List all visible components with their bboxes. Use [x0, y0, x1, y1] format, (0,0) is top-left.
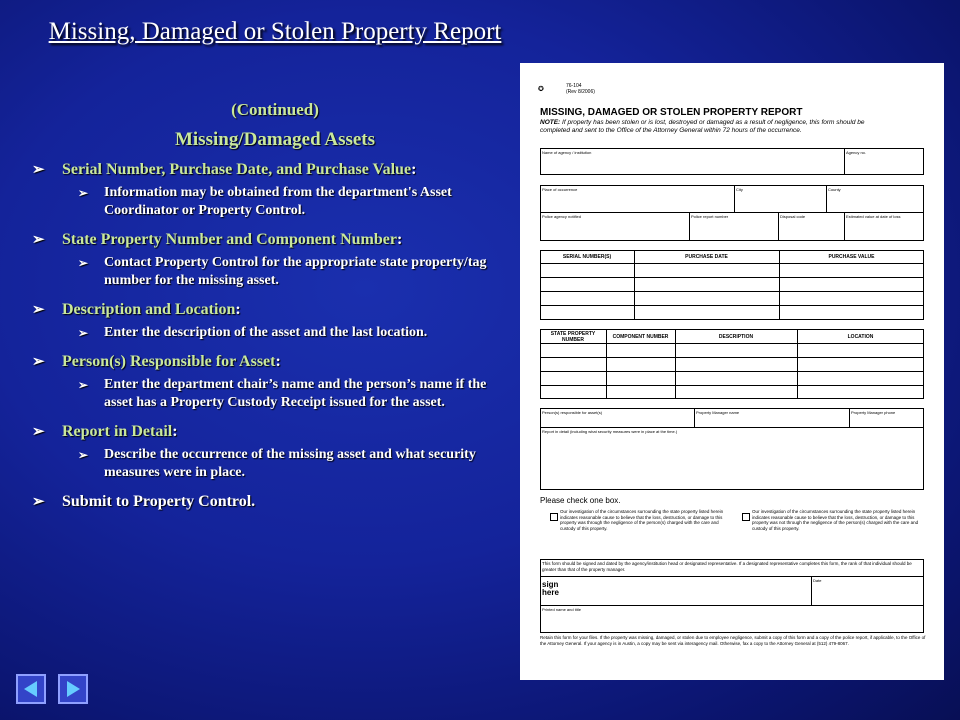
- continued-label: (Continued): [231, 100, 319, 119]
- serial-number-header: SERIAL NUMBER(S): [562, 254, 612, 260]
- responsible-box: [540, 408, 924, 490]
- form-title: MISSING, DAMAGED OR STOLEN PROPERTY REPORT: [540, 107, 803, 118]
- printed-name-label: Printed name and title: [542, 607, 581, 612]
- place-label: Place of occurrence: [542, 187, 578, 192]
- form-note: NOTE: If property has been stolen or is lost, destroyed or damaged as a result of negligence, this form should be completed and sent to the Office of the Attorney General within 72 hours of the occurrence.: [540, 119, 865, 134]
- persons-responsible-label: Person(s) responsible for asset(s): [542, 410, 603, 415]
- check-title: Please check one box.: [540, 496, 621, 505]
- description-header: DESCRIPTION: [718, 334, 754, 340]
- location-header: LOCATION: [847, 334, 874, 340]
- sub-bullet-description-location: ➢ Enter the description of the asset and the last location.: [78, 325, 428, 340]
- bullet-report-in-detail: ➢ Report in Detail:: [32, 423, 178, 440]
- triangle-right-icon: [63, 679, 83, 699]
- arrow-bullet-icon: ➢: [32, 302, 45, 318]
- sub-bullet-report-in-detail: ➢ Describe the occurrence of the missing asset and what security measures were in place.: [78, 447, 476, 480]
- state-property-number-header: STATE PROPERTY NUMBER: [550, 331, 596, 343]
- component-number-header: COMPONENT NUMBER: [612, 334, 669, 340]
- texas-seal-icon: ✪: [538, 86, 544, 93]
- sub-bullet-persons-responsible: ➢ Enter the department chair’s name and the person’s name if the asset has a Property Custody Receipt issued for the asset.: [78, 377, 487, 410]
- sub-bullet-state-property-number: ➢ Contact Property Control for the appropriate state property/tag number for the missing asset.: [78, 255, 487, 288]
- police-agency-label: Police agency notified: [542, 214, 581, 219]
- purchase-date-header: PURCHASE DATE: [685, 254, 728, 260]
- estimated-value-label: Estimated value at date of loss: [846, 214, 901, 219]
- manager-phone-label: Property Manager phone: [851, 410, 896, 415]
- bullet-list: [26, 160, 506, 516]
- checkbox-not-negligent-text: Our investigation of the circumstances surrounding the state property listed herein indicates reasonable cause to believe that the loss, destruction, or damage to this property was not through the negligence of the person(s) charged with the care and custody of this property.: [752, 509, 919, 531]
- bullet-submit: ➢ Submit to Property Control.: [32, 493, 256, 510]
- bullet-state-property-number: ➢ State Property Number and Component Number:: [32, 231, 403, 248]
- agency-no-label: Agency no.: [846, 150, 867, 155]
- form-image: [520, 63, 944, 680]
- purchase-value-header: PURCHASE VALUE: [828, 254, 875, 260]
- arrow-bullet-icon: ➢: [78, 378, 89, 392]
- arrow-bullet-icon: ➢: [32, 494, 45, 510]
- section-heading: Missing/Damaged Assets: [174, 129, 376, 150]
- checkbox-negligent[interactable]: [550, 513, 558, 521]
- previous-slide-button[interactable]: [16, 674, 46, 704]
- arrow-bullet-icon: ➢: [78, 326, 89, 340]
- agency-name-label: Name of agency / institution: [542, 150, 592, 155]
- triangle-left-icon: [21, 679, 41, 699]
- arrow-bullet-icon: ➢: [78, 186, 89, 200]
- disposal-code-label: Disposal code: [780, 214, 806, 219]
- form-number: 76-104 (Rev 8/2006): [566, 83, 595, 95]
- property-manager-label: Property Manager name: [696, 410, 740, 415]
- arrow-bullet-icon: ➢: [32, 424, 45, 440]
- bullet-persons-responsible: ➢ Person(s) Responsible for Asset:: [32, 353, 281, 370]
- arrow-bullet-icon: ➢: [78, 256, 89, 270]
- sign-here-icon: sign here: [542, 580, 559, 597]
- place-box: [540, 185, 924, 241]
- arrow-bullet-icon: ➢: [32, 162, 45, 178]
- date-label: Date: [813, 578, 822, 583]
- arrow-bullet-icon: ➢: [32, 354, 45, 370]
- police-report-label: Police report number: [691, 214, 729, 219]
- sub-bullet-serial-number: ➢ Information may be obtained from the department's Asset Coordinator or Property Control.: [78, 185, 452, 218]
- county-label: County: [828, 187, 841, 192]
- checkbox-negligent-text: Our investigation of the circumstances surrounding the state property listed herein indicates reasonable cause to believe that the loss, destruction, or damage to this property was through the negligence of the person(s) charged with the care and custody of this property.: [560, 509, 724, 531]
- serial-table: [540, 250, 924, 320]
- next-slide-button[interactable]: [58, 674, 88, 704]
- form-footer: Retain this form for your files. If the property was missing, damaged, or stolen due to employee negligence, submit a copy of this form and a copy of the police report, if applicable, to the Office of the Attorney General. If your agency is in Austin, a copy may be sent via interagency mail. Otherwise, fax a copy to the Attorney General at (512) 479-8067.: [540, 635, 926, 646]
- slide-title: Missing, Damaged or Stolen Property Report: [48, 18, 502, 45]
- bullet-serial-number: ➢ Serial Number, Purchase Date, and Purchase Value:: [32, 161, 417, 178]
- city-label: City: [736, 187, 743, 192]
- arrow-bullet-icon: ➢: [78, 448, 89, 462]
- arrow-bullet-icon: ➢: [32, 232, 45, 248]
- checkbox-not-negligent[interactable]: [742, 513, 750, 521]
- report-detail-label: Report in detail (including what security measures were in place at the time.): [542, 429, 678, 434]
- sign-statement: This form should be signed and dated by the agency/institution head or designated representative. If a designated representative completes this form, the rank of that individual should be greater than that of the property manager.: [542, 561, 912, 572]
- bullet-description-location: ➢ Description and Location:: [32, 301, 241, 318]
- agency-box: [540, 148, 924, 175]
